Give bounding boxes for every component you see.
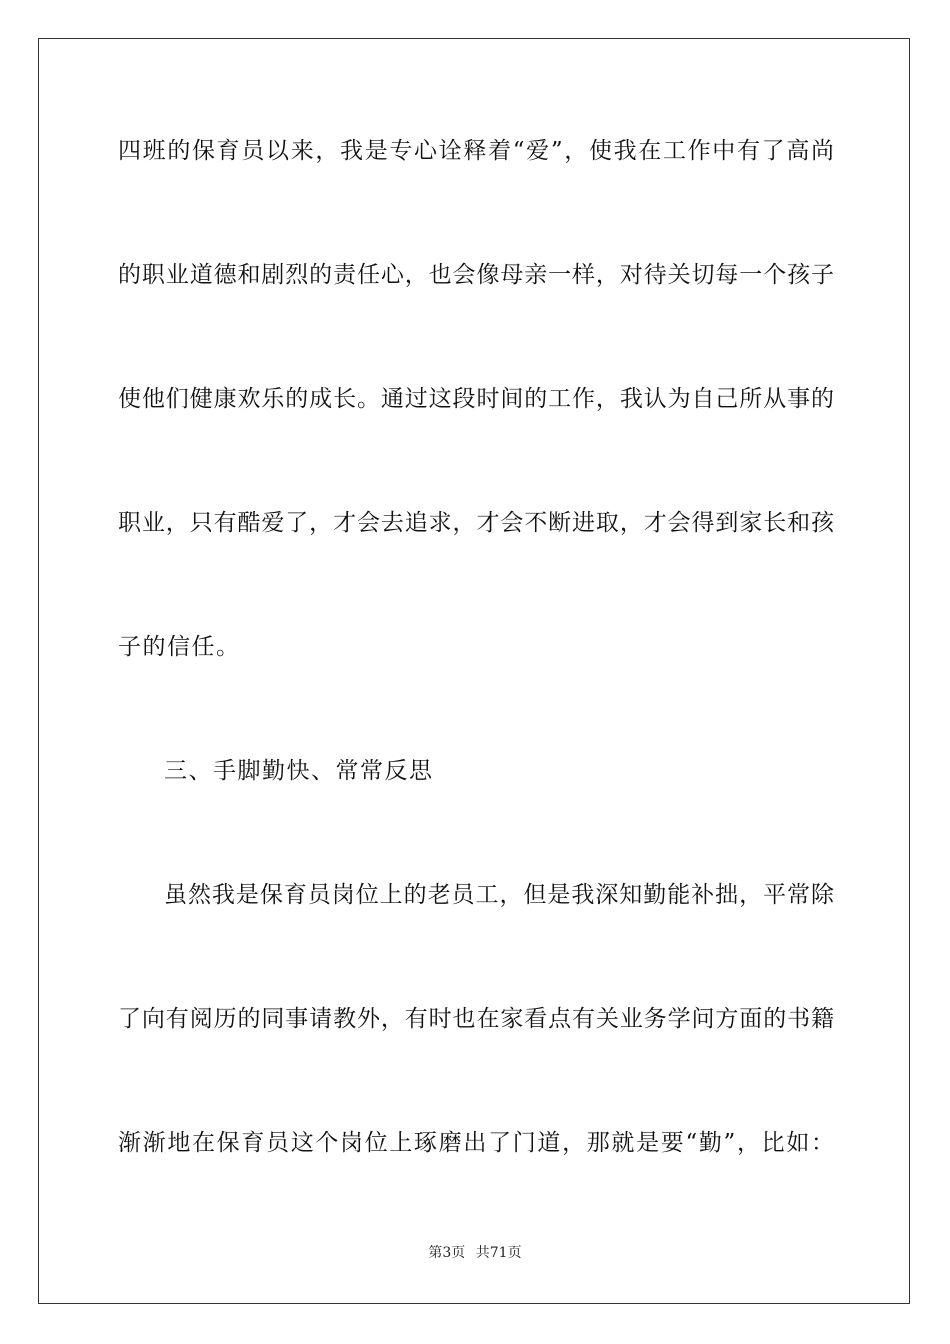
body-line-5: 子的信任。 — [118, 634, 241, 660]
body-line-8: 了向有阅历的同事请教外，有时也在家看点有关业务学问方面的书籍 — [118, 1006, 834, 1032]
body-line-2: 的职业道德和剧烈的责任心，也会像母亲一样，对待关切每一个孩子 — [118, 262, 834, 288]
body-line-1: 四班的保育员以来，我是专心诠释着“爱”，使我在工作中有了高尚 — [118, 138, 834, 164]
total-pages: 共71页 — [475, 1245, 522, 1261]
page-number: 第3页 — [428, 1245, 466, 1261]
page-border — [38, 38, 910, 1304]
body-line-7: 虽然我是保育员岗位上的老员工，但是我深知勤能补拙，平常除 — [164, 882, 834, 908]
body-line-3: 使他们健康欢乐的成长。通过这段时间的工作，我认为自己所从事的 — [118, 386, 834, 412]
page-footer — [0, 1244, 950, 1262]
body-line-9: 渐渐地在保育员这个岗位上琢磨出了门道，那就是要“勤”，比如： — [118, 1130, 834, 1156]
body-line-4: 职业，只有酷爱了，才会去追求，才会不断进取，才会得到家长和孩 — [118, 510, 834, 536]
section-heading: 三、手脚勤快、常常反思 — [164, 758, 434, 784]
